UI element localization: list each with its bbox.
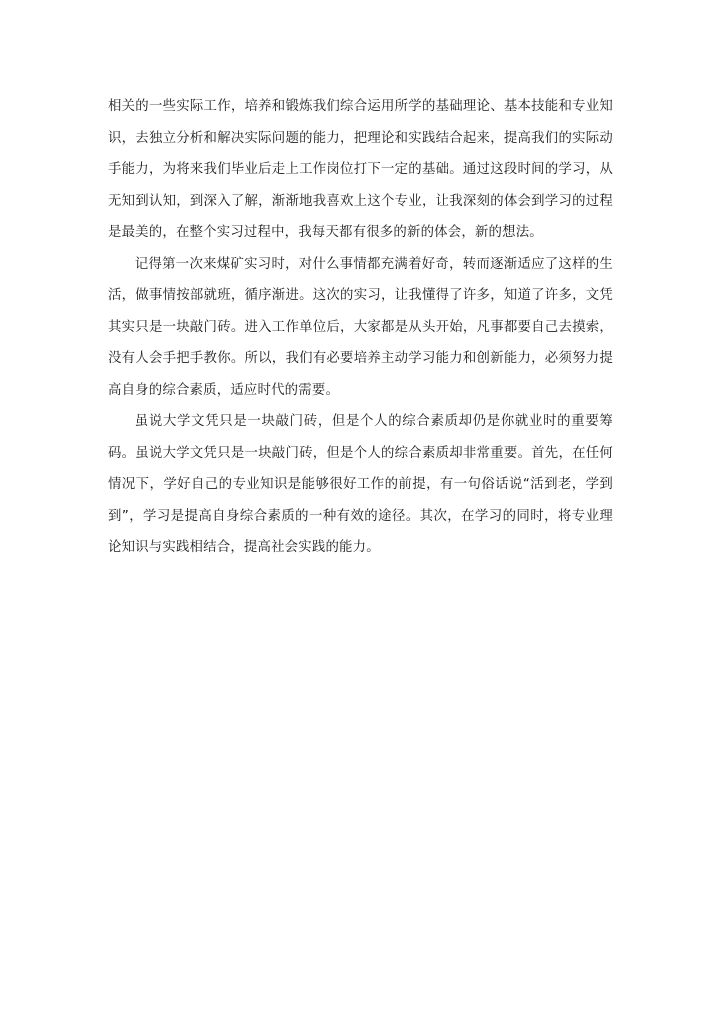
paragraph-2: 记得第一次来煤矿实习时，对什么事情都充满着好奇，转而逐渐适应了这样的生活，做事情按部就班，循序渐进。这次的实习，让我懂得了许多，知道了许多，文凭其实只是一块敲门砖。进入工作单位后，大家都是从头开始，凡事都要自己去摸索，没有人会手把手教你。所以，我们有必要培养主动学习能力和创新能力，必须努力提高自身的综合素质，适应时代的需要。 (108, 256, 613, 398)
paragraph-3: 虽说大学文凭只是一块敲门砖，但是个人的综合素质却仍是你就业时的重要筹码。虽说大学文凭只是一块敲门砖，但是个人的综合素质却非常重要。首先，在任何情况下，学好自己的专业知识是能够很好工作的前提，有一句俗话说“活到老，学到到”，学习是提高自身综合素质的一种有效的途径。其次，在学习的同时，将专业理论知识与实践相结合，提高社会实践的能力。 (108, 414, 613, 555)
document-body (108, 91, 613, 564)
paragraph-1: 相关的一些实际工作，培养和锻炼我们综合运用所学的基础理论、基本技能和专业知识，去独立分析和解决实际问题的能力，把理论和实践结合起来，提高我们的实际动手能力，为将来我们毕业后走上工作岗位打下一定的基础。通过这段时间的学习，从无知到认知，到深入了解，渐渐地我喜欢上这个专业，让我深刻的体会到学习的过程是最美的，在整个实习过程中，我每天都有很多的新的体会，新的想法。 (108, 99, 613, 240)
